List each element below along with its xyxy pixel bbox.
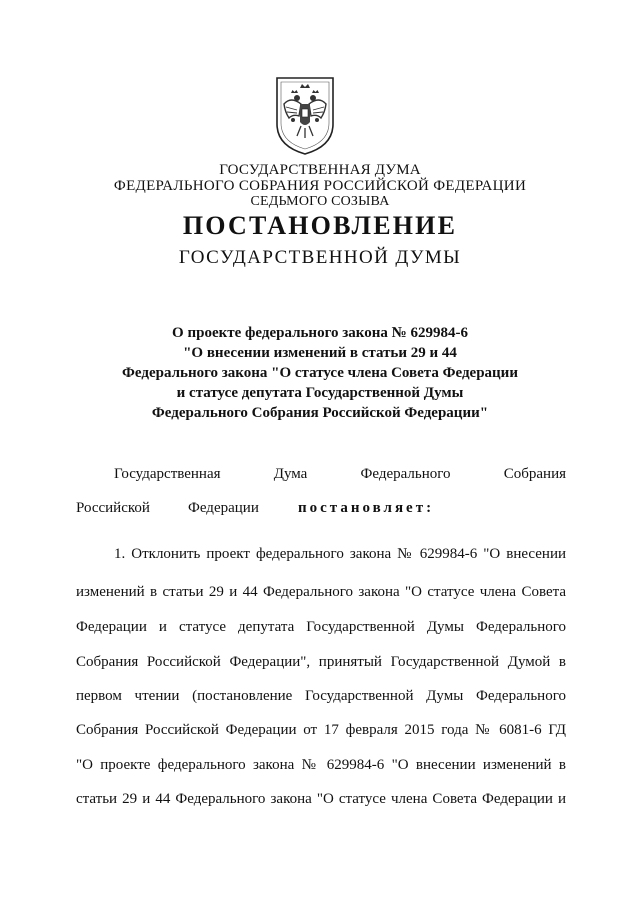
body-line: "О проекте федерального закона № 629984-6 "О внесении изменений в <box>76 757 566 773</box>
preamble-word: Дума <box>273 466 308 482</box>
preamble-word: Федерального <box>360 466 451 482</box>
document-subject <box>0 323 640 423</box>
body-line: Собрания Российской Федерации от 17 февраля 2015 года № 6081-6 ГД <box>76 722 566 738</box>
preamble-word: Собрания <box>503 466 566 482</box>
preamble-word: Российской <box>76 500 150 516</box>
body-line: Собрания Российской Федерации", принятый Государственной Думой в <box>76 654 566 670</box>
document-issuer-subtitle: ГОСУДАРСТВЕННОЙ ДУМЫ <box>178 247 462 268</box>
subject-line: "О внесении изменений в статьи 29 и 44 <box>183 345 457 361</box>
preamble-line-1 <box>76 466 566 483</box>
org-name-line-2: ФЕДЕРАЛЬНОГО СОБРАНИЯ РОССИЙСКОЙ ФЕДЕРАЦИИ <box>113 178 527 194</box>
decree-verb: постановляет: <box>298 500 435 516</box>
body-line: статьи 29 и 44 Федерального закона "О статусе члена Совета Федерации и <box>76 791 566 807</box>
subject-line: О проекте федерального закона № 629984-6 <box>172 325 468 341</box>
document-type-title: ПОСТАНОВЛЕНИЕ <box>182 211 458 240</box>
body-line: первом чтении (постановление Государственной Думы Федерального <box>76 688 566 704</box>
body-line: 1. Отклонить проект федерального закона № 629984-6 "О внесении <box>114 546 566 562</box>
convocation-line: СЕДЬМОГО СОЗЫВА <box>250 194 390 209</box>
org-name-line-1: ГОСУДАРСТВЕННАЯ ДУМА <box>219 162 421 178</box>
preamble-word: Федерации <box>188 500 259 516</box>
preamble-word: Государственная <box>114 466 221 482</box>
body-line: Федерации и статусе депутата Государственной Думы Федерального <box>76 619 566 635</box>
subject-line: Федерального Собрания Российской Федерации" <box>151 405 489 421</box>
body-line: изменений в статьи 29 и 44 Федерального закона "О статусе члена Совета <box>76 584 566 600</box>
subject-line: и статусе депутата Государственной Думы <box>176 385 464 401</box>
coat-of-arms-emblem <box>273 74 337 158</box>
subject-line: Федерального закона "О статусе члена Совета Федерации <box>122 365 518 381</box>
